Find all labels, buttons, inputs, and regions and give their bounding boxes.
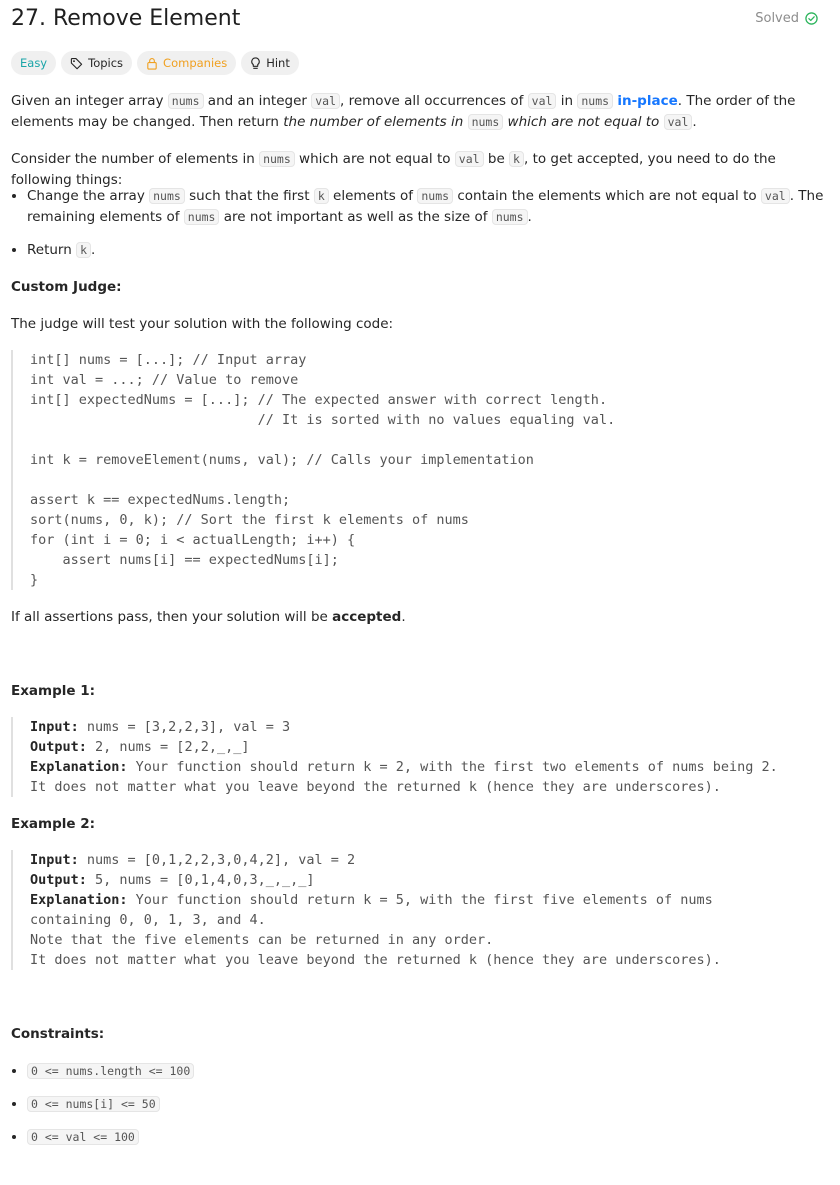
difficulty-tag[interactable] (11, 51, 56, 75)
inline-code: nums (168, 93, 204, 109)
input-label: Input: (30, 852, 79, 868)
text: . (91, 242, 96, 258)
inline-code: val (761, 188, 790, 204)
inline-code: nums (577, 93, 613, 109)
output-value: 2, nums = [2,2,_,_] (86, 739, 250, 755)
topics-label: Topics (88, 56, 124, 70)
requirements-list (11, 186, 829, 261)
italic-text: which are not equal to (503, 114, 664, 130)
judge-code: int[] nums = [...]; // Input array int val = ...; // Value to remove int[] expectedNums = [...]; // The expected answer with correct length. // It is sorted with no values equaling val. int k = removeElement(nums, val); // Calls your implementation assert k == expectedNums.length; sort(nums, 0, k); // Sort the first k elements of nums for (int i = 0; i < actualLength; i++) { assert nums[i] == expectedNums[i]; } (30, 352, 616, 588)
companies-label: Companies (163, 56, 228, 70)
output-label: Output: (30, 872, 87, 888)
inline-code: nums (149, 188, 185, 204)
inline-code: nums (184, 209, 220, 225)
constraint-item (27, 1127, 829, 1148)
tag-bar (11, 51, 299, 75)
heading-text: Custom Judge: (11, 279, 122, 295)
inline-code: k (509, 151, 524, 167)
bold-text: accepted (332, 609, 402, 625)
page-title: 27. Remove Element (11, 6, 241, 31)
in-place-link[interactable]: in-place (617, 93, 678, 109)
judge-intro (11, 314, 829, 335)
list-item (27, 186, 829, 228)
accepted-line (11, 607, 829, 628)
text: which are not equal to (294, 151, 455, 167)
inline-code: k (314, 188, 329, 204)
example-1-heading (11, 681, 829, 702)
output-value: 5, nums = [0,1,4,0,3,_,_,_] (86, 872, 315, 888)
text: , remove all occurrences of (340, 93, 528, 109)
custom-judge-heading (11, 277, 829, 298)
inline-code: val (664, 114, 693, 130)
difficulty-label: Easy (20, 56, 48, 70)
constraints-heading (11, 1024, 829, 1045)
tag-icon (70, 57, 83, 70)
heading-text: Example 1: (11, 683, 96, 699)
text: such that the first (184, 188, 314, 204)
description-paragraph-2 (11, 149, 829, 191)
judge-code-block (11, 350, 840, 590)
text: . (527, 209, 532, 225)
example-2-heading (11, 814, 829, 835)
solved-status (755, 11, 818, 26)
constraint-item (27, 1061, 829, 1082)
text: contain the elements which are not equal to (453, 188, 761, 204)
text: The judge will test your solution with the following code: (11, 316, 394, 332)
text: are not important as well as the size of (219, 209, 492, 225)
text: . The remaining elements of (27, 188, 824, 225)
text: elements of (328, 188, 418, 204)
hint-tag[interactable] (241, 51, 299, 75)
inline-code: val (455, 151, 484, 167)
output-label: Output: (30, 739, 87, 755)
explanation-label: Explanation: (30, 759, 128, 775)
explanation-label: Explanation: (30, 892, 128, 908)
constraints-list (11, 1061, 829, 1148)
hint-label: Hint (266, 56, 290, 70)
text: . The order of the elements may be changed. Then return (11, 93, 796, 130)
check-circle-icon (805, 12, 818, 25)
input-value: nums = [3,2,2,3], val = 3 (78, 719, 291, 735)
text: Consider the number of elements in (11, 151, 260, 167)
inline-code: val (311, 93, 340, 109)
inline-code: val (528, 93, 557, 109)
list-item (27, 240, 829, 261)
example-1-block (11, 717, 840, 797)
heading-text: Constraints: (11, 1026, 105, 1042)
inline-code: k (76, 242, 91, 258)
text: , to get accepted, you need to do the following things: (11, 151, 776, 188)
text: in (556, 93, 578, 109)
inline-code: nums (492, 209, 528, 225)
lock-icon (146, 57, 158, 70)
inline-code: nums (468, 114, 504, 130)
text: Change the array (27, 188, 150, 204)
description-paragraph-1 (11, 91, 829, 133)
text: Return (27, 242, 77, 258)
companies-tag[interactable] (137, 51, 236, 75)
explanation-value: Your function should return k = 2, with the first two elements of nums being 2. It does not matter what you leave beyond the returned k (hence they are underscores). (30, 759, 778, 795)
explanation-value: Your function should return k = 5, with the first five elements of nums containing 0, 0, 1, 3, and 4. Note that the five elements can be returned in any order. It does not matter what you leave beyond the returned k (hence they are underscores). (30, 892, 721, 968)
inline-code: nums (259, 151, 295, 167)
inline-code: 0 <= nums[i] <= 50 (27, 1096, 160, 1112)
title-row (0, 0, 840, 42)
inline-code: 0 <= nums.length <= 100 (27, 1063, 194, 1079)
solved-label: Solved (755, 11, 799, 26)
text: and an integer (203, 93, 312, 109)
text: . (692, 114, 697, 130)
topics-tag[interactable] (61, 51, 132, 75)
text: . (401, 609, 406, 625)
constraint-item (27, 1094, 829, 1115)
input-label: Input: (30, 719, 79, 735)
lightbulb-icon (250, 57, 261, 70)
inline-code: nums (417, 188, 453, 204)
heading-text: Example 2: (11, 816, 96, 832)
inline-code: 0 <= val <= 100 (27, 1129, 139, 1145)
input-value: nums = [0,1,2,2,3,0,4,2], val = 2 (78, 852, 356, 868)
text: be (483, 151, 510, 167)
example-2-block (11, 850, 840, 970)
italic-text: the number of elements in (283, 114, 468, 130)
text: If all assertions pass, then your solution will be (11, 609, 333, 625)
text: Given an integer array (11, 93, 168, 109)
